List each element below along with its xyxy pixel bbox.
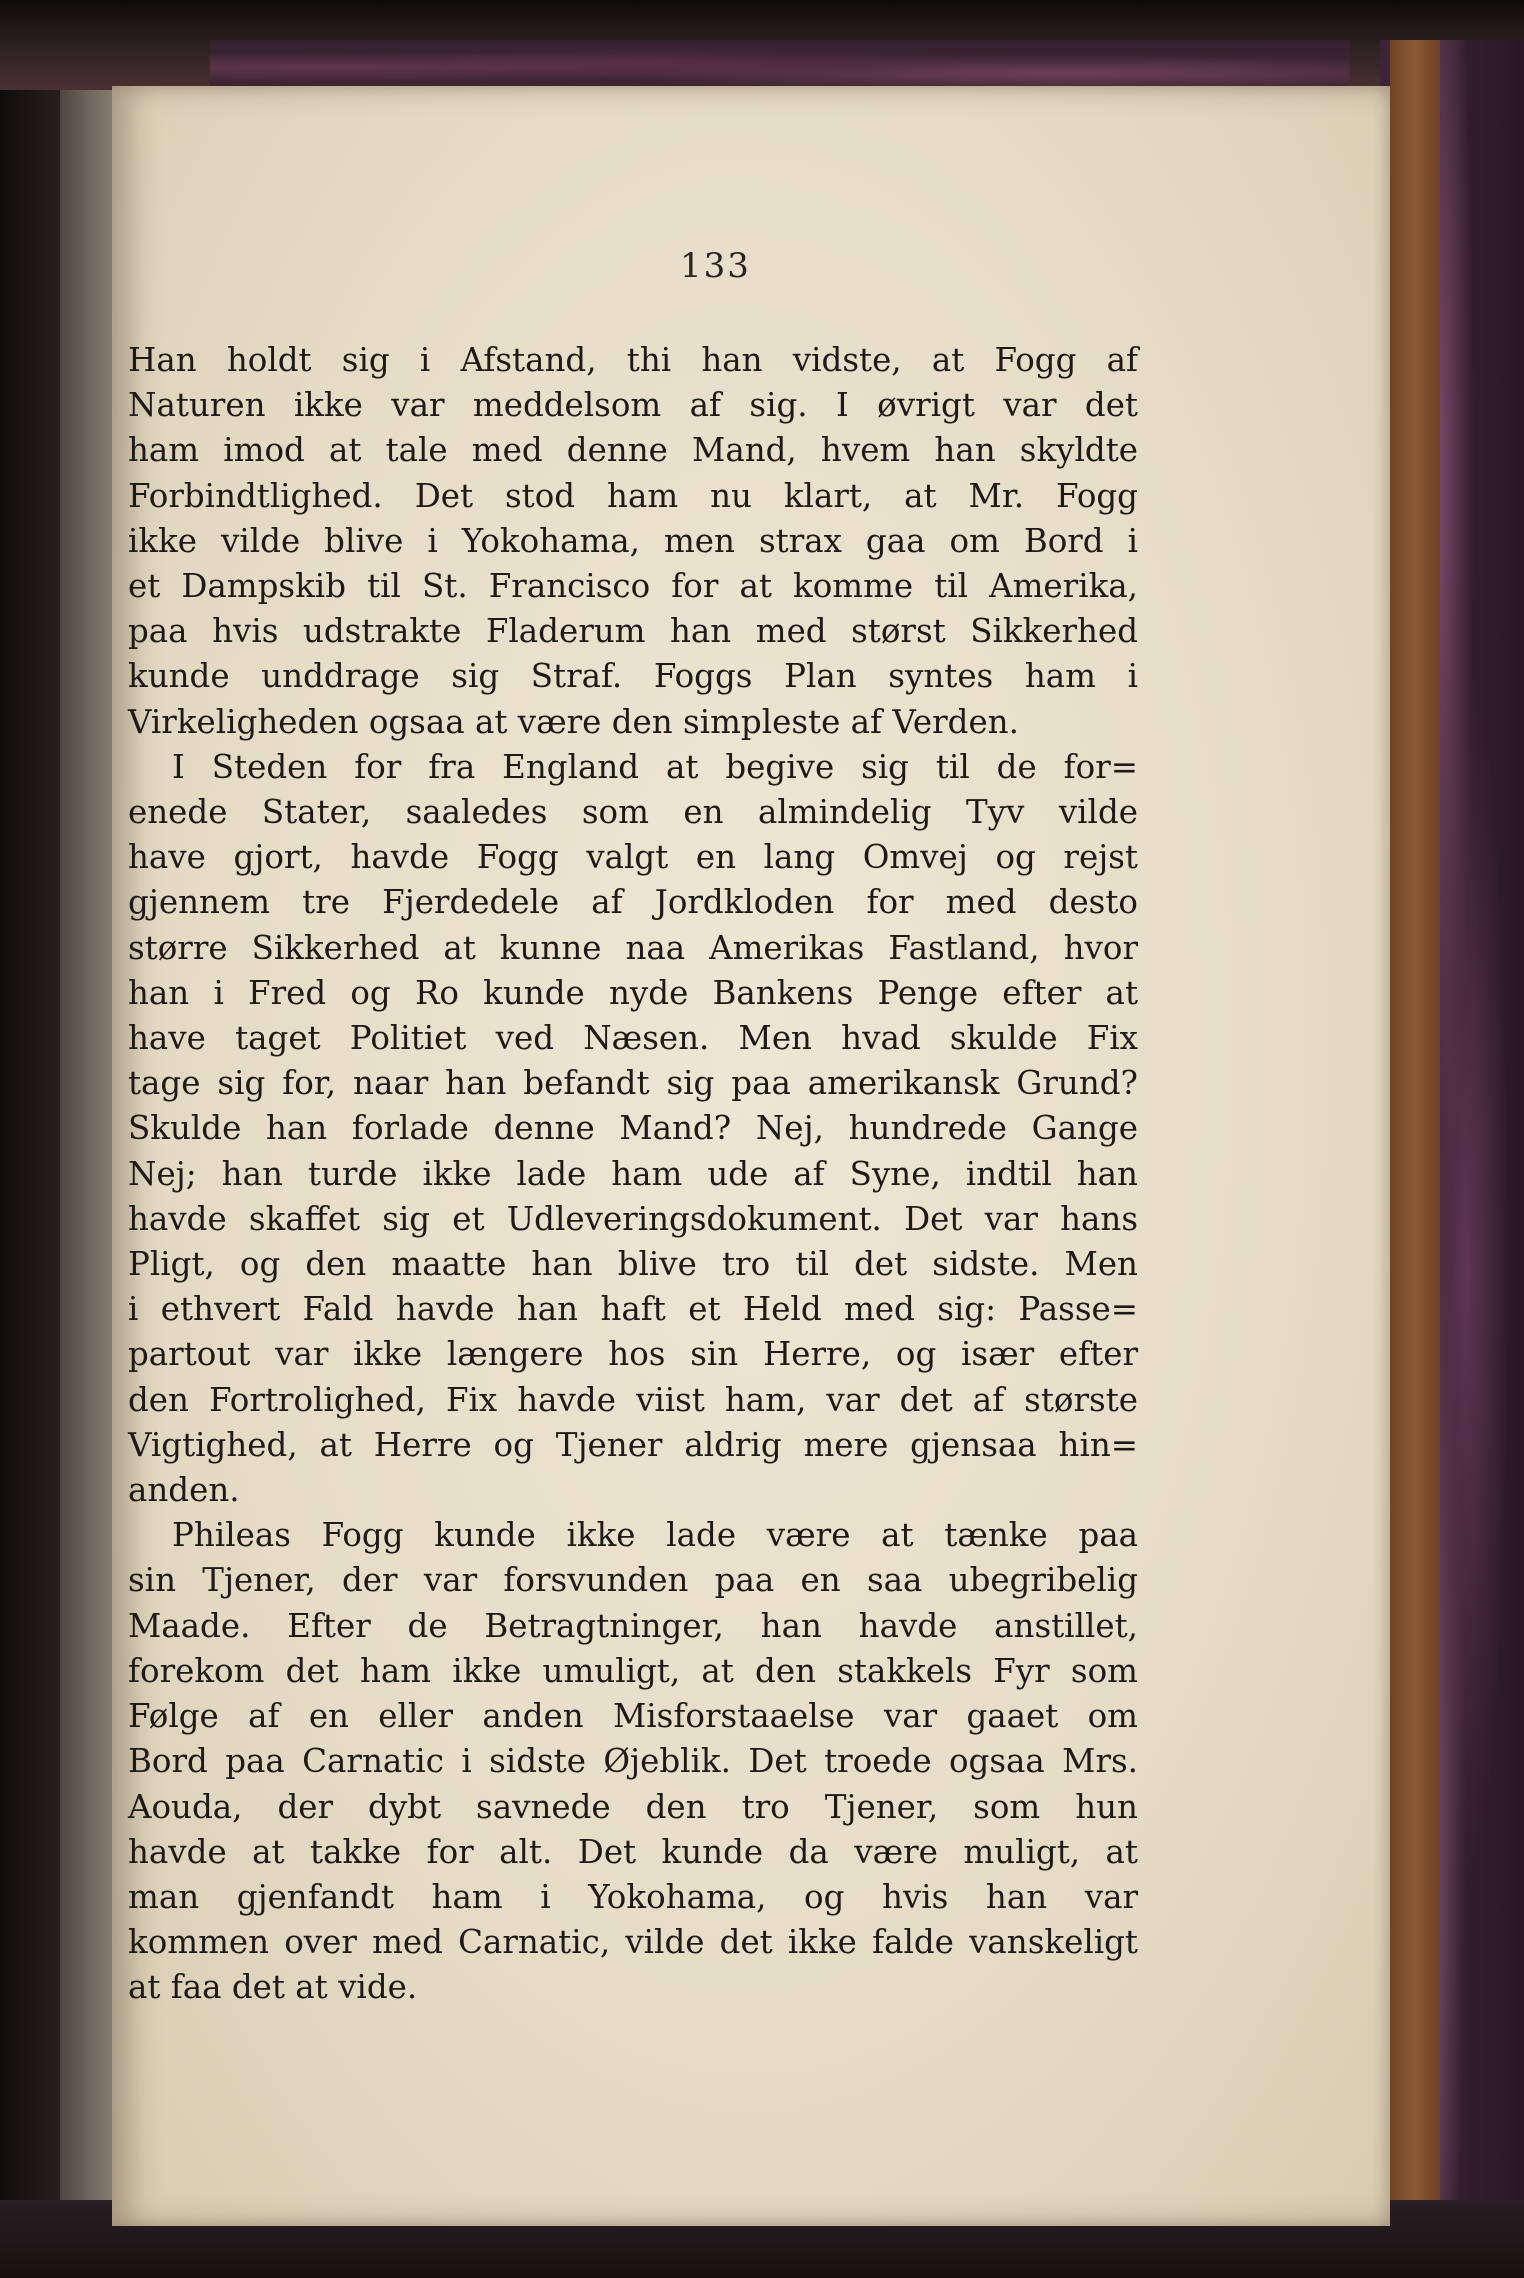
text-line: Bord paa Carnatic i sidste Øjeblik. Det troede ogsaa Mrs.	[128, 1742, 1138, 1781]
text-line: Skulde han forlade denne Mand? Nej, hundrede Gange	[128, 1109, 1138, 1148]
paragraph	[128, 745, 1138, 1513]
text-line: han i Fred og Ro kunde nyde Bankens Penge efter at	[128, 973, 1138, 1012]
page-body-text	[128, 338, 1138, 2011]
leather-spine-edge	[1390, 40, 1440, 2260]
text-line: gjennem tre Fjerdedele af Jordkloden for med desto	[128, 883, 1138, 922]
text-line: kunde unddrage sig Straf. Foggs Plan syntes ham i	[128, 657, 1138, 696]
text-line: forekom det ham ikke umuligt, at den stakkels Fyr som	[128, 1651, 1138, 1690]
text-line: i ethvert Fald havde han haft et Held med sig: Passe=	[128, 1290, 1138, 1329]
text-line: have taget Politiet ved Næsen. Men hvad skulde Fix	[128, 1019, 1138, 1058]
paragraph	[128, 1513, 1138, 2010]
text-line: ham imod at tale med denne Mand, hvem han skyldte	[128, 431, 1138, 470]
text-line: tage sig for, naar han befandt sig paa amerikansk Grund?	[128, 1064, 1138, 1103]
text-line: større Sikkerhed at kunne naa Amerikas Fastland, hvor	[128, 928, 1138, 967]
text-line: Vigtighed, at Herre og Tjener aldrig mere gjensaa hin=	[128, 1425, 1138, 1464]
left-page-edge	[60, 60, 120, 2250]
text-line: Maade. Efter de Betragtninger, han havde anstillet,	[128, 1606, 1138, 1645]
text-line: Følge af en eller anden Misforstaaelse var gaaet om	[128, 1697, 1138, 1736]
text-line: Naturen ikke var meddelsom af sig. I øvrigt var det	[128, 386, 1138, 425]
text-line: havde skaffet sig et Udleveringsdokument. Det var hans	[128, 1199, 1138, 1238]
text-line: Nej; han turde ikke lade ham ude af Syne, indtil han	[128, 1154, 1138, 1193]
text-line: at faa det at vide.	[128, 1968, 418, 2007]
page-number: 133	[680, 246, 751, 286]
text-line: kommen over med Carnatic, vilde det ikke falde vanskeligt	[128, 1923, 1138, 1962]
book-page	[112, 86, 1390, 2226]
text-line: Forbindtlighed. Det stod ham nu klart, at Mr. Fogg	[128, 476, 1138, 515]
text-line: Virkeligheden ogsaa at være den simpleste af Verden.	[128, 702, 1019, 741]
paragraph	[128, 338, 1138, 745]
text-line: paa hvis udstrakte Fladerum han med størst Sikkerhed	[128, 612, 1138, 651]
text-line: Han holdt sig i Afstand, thi han vidste, at Fogg af	[128, 341, 1138, 379]
text-line: have gjort, havde Fogg valgt en lang Omvej og rejst	[128, 838, 1138, 877]
text-line: man gjenfandt ham i Yokohama, og hvis han var	[128, 1877, 1138, 1916]
text-line: Aouda, der dybt savnede den tro Tjener, som hun	[128, 1787, 1138, 1826]
text-line: den Fortrolighed, Fix havde viist ham, var det af største	[128, 1380, 1138, 1419]
text-line: et Dampskib til St. Francisco for at komme til Amerika,	[128, 567, 1138, 606]
text-line: Pligt, og den maatte han blive tro til det sidste. Men	[128, 1245, 1138, 1284]
text-line: I Steden for fra England at begive sig til de for=	[172, 747, 1138, 786]
text-line: enede Stater, saaledes som en almindelig Tyv vilde	[128, 793, 1138, 832]
text-line: havde at takke for alt. Det kunde da være muligt, at	[128, 1832, 1138, 1871]
text-line: anden.	[128, 1471, 240, 1510]
text-line: ikke vilde blive i Yokohama, men strax gaa om Bord i	[128, 521, 1138, 560]
text-line: sin Tjener, der var forsvunden paa en saa ubegribelig	[128, 1561, 1138, 1600]
text-line: Phileas Fogg kunde ikke lade være at tænke paa	[172, 1516, 1138, 1555]
text-line: partout var ikke længere hos sin Herre, og især efter	[128, 1335, 1138, 1374]
